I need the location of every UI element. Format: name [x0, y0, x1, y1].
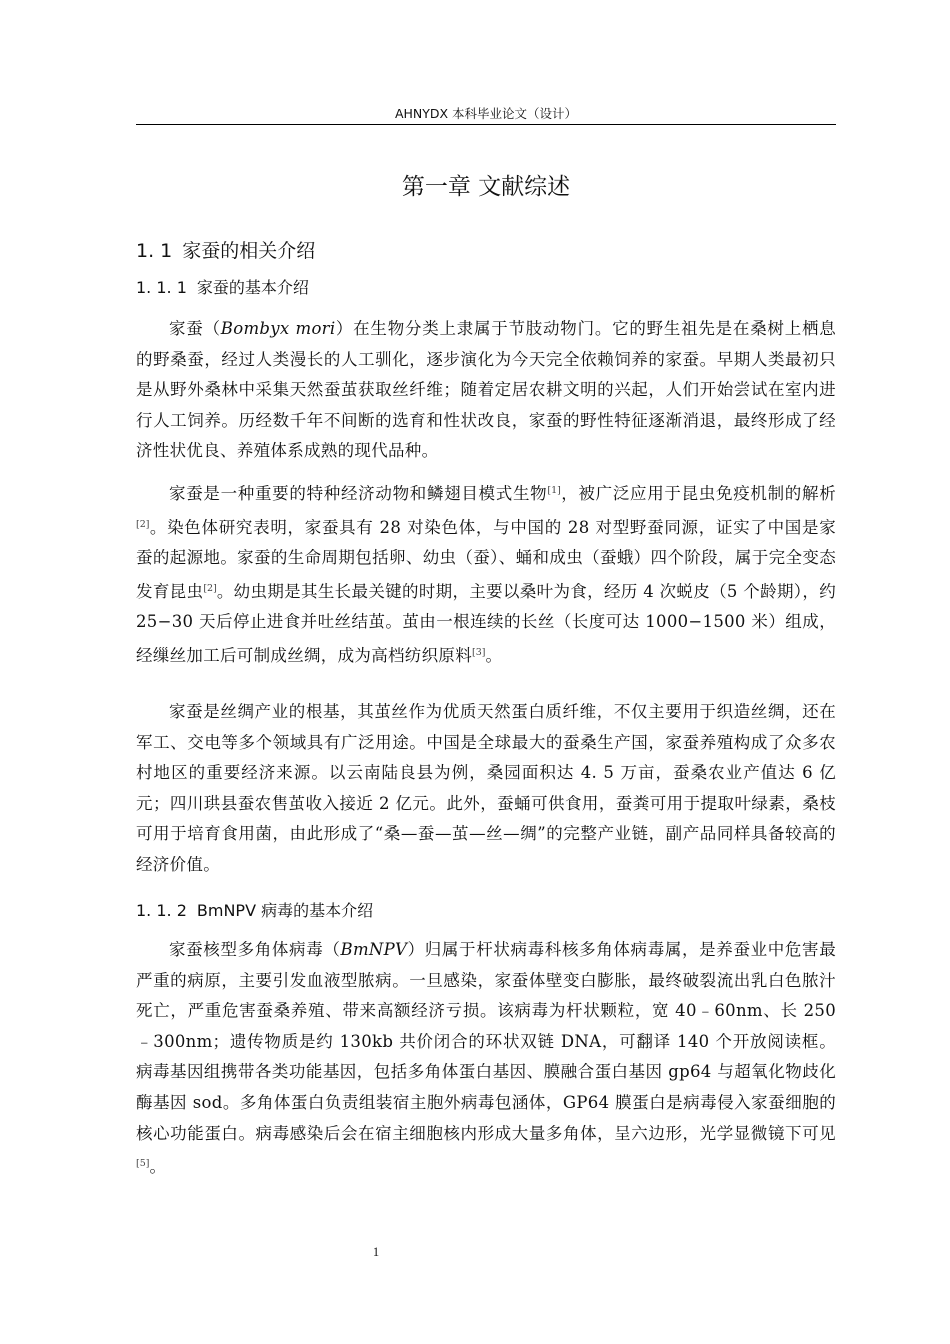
citation: [5] — [136, 1158, 150, 1170]
paragraph-silk-industry: 家蚕是丝绸产业的根基，其茧丝作为优质天然蛋白质纤维，不仅主要用于织造丝绸，还在军工、交电等多个领域具有广泛用途。中国是全球最大的蚕桑生产国，家蚕养殖构成了众多农村地区的重要经济来源。以云南陆良县为例，桑园面积达 4. 5 万亩，蚕桑农业产值达 6 亿元；四川珙县蚕农售茧收入接近 2 亿元。此外，蚕蛹可供食用，蚕粪可用于提取叶绿素，桑枝可用于培育食用菌，由此形成了“桑—蚕—茧—丝—绸”的完整产业链，副产品同样具备较高的经济价值。 — [136, 702, 836, 874]
scientific-name: Bombyx mori — [220, 319, 336, 338]
citation: [3] — [472, 646, 486, 658]
citation: [2] — [203, 582, 217, 594]
section-number: 1. 1 — [136, 240, 173, 262]
header-rule — [136, 124, 836, 125]
virus-abbreviation: BmNPV — [340, 940, 408, 959]
section-number: 1. 1. 2 — [136, 901, 187, 920]
paragraph-silkworm-intro: 家蚕（Bombyx mori）在生物分类上隶属于节肢动物门。它的野生祖先是在桑树上栖息的野桑蚕，经过人类漫长的人工驯化，逐步演化为今天完全依赖饲养的家蚕。早期人类最初只是从野外桑林中采集天然蚕茧获取丝纤维；随着定居农耕文明的兴起，人们开始尝试在室内进行人工饲养。历经数千年不间断的选育和性状改良，家蚕的野性特征逐渐消退，最终形成了经济性状优良、养殖体系成熟的现代品种。 — [136, 319, 837, 461]
section-title: BmNPV 病毒的基本介绍 — [196, 901, 374, 920]
paragraph-silkworm-biology: 家蚕是一种重要的特种经济动物和鳞翅目模式生物[1]，被广泛应用于昆虫免疫机制的解析[2]。染色体研究表明，家蚕具有 28 对染色体，与中国的 28 对型野蚕同源，证实了中国是家蚕的起源地。家蚕的生命周期包括卵、幼虫（蚕）、蛹和成虫（蚕蛾）四个阶段，属于完全变态发育昆虫[2]。幼虫期是其生长最关键的时期，主要以桑叶为食，经历 4 次蜕皮（5 个龄期），约 25−30 天后停止进食并吐丝结茧。茧由一根连续的长丝（长度可达 1000−1500 米）组成，经缫丝加工后可制成丝绸，成为高档纺织原料[3]。 — [136, 484, 836, 665]
section-number: 1. 1. 1 — [136, 278, 187, 297]
section-title: 家蚕的相关介绍 — [182, 240, 316, 262]
section-title: 家蚕的基本介绍 — [196, 278, 309, 297]
chapter-title: 第一章 文献综述 — [401, 174, 571, 200]
section-heading-1-1 — [136, 237, 315, 265]
citation: [1] — [547, 485, 561, 496]
section-heading-1-1-2 — [136, 899, 373, 923]
running-header: AHNYDX 本科毕业论文（设计） — [394, 106, 578, 121]
paragraph-bmnpv: 家蚕核型多角体病毒（BmNPV）归属于杆状病毒科核多角体病毒属，是养蚕业中危害最严重的病原，主要引发血液型脓病。一旦感染，家蚕体壁变白膨胀，最终破裂流出乳白色脓汁死亡，严重危害蚕桑养殖、带来高额经济亏损。该病毒为杆状颗粒，宽 40﹣60nm、长 250﹣300nm；遗传物质是约 130kb 共价闭合的环状双链 DNA，可翻译 140 个开放阅读框。病毒基因组携带各类功能基因，包括多角体蛋白基因、膜融合蛋白基因 gp64 与超氧化物歧化酶基因 sod。多角体蛋白负责组装宿主胞外病毒包涵体，GP64 膜蛋白是病毒侵入家蚕细胞的核心功能蛋白。病毒感染后会在宿主细胞核内形成大量多角体，呈六边形，光学显微镜下可见[5]。 — [136, 940, 837, 1177]
citation: [2] — [136, 518, 150, 530]
section-heading-1-1-1 — [136, 276, 309, 300]
page-number: 1 — [372, 1245, 380, 1259]
